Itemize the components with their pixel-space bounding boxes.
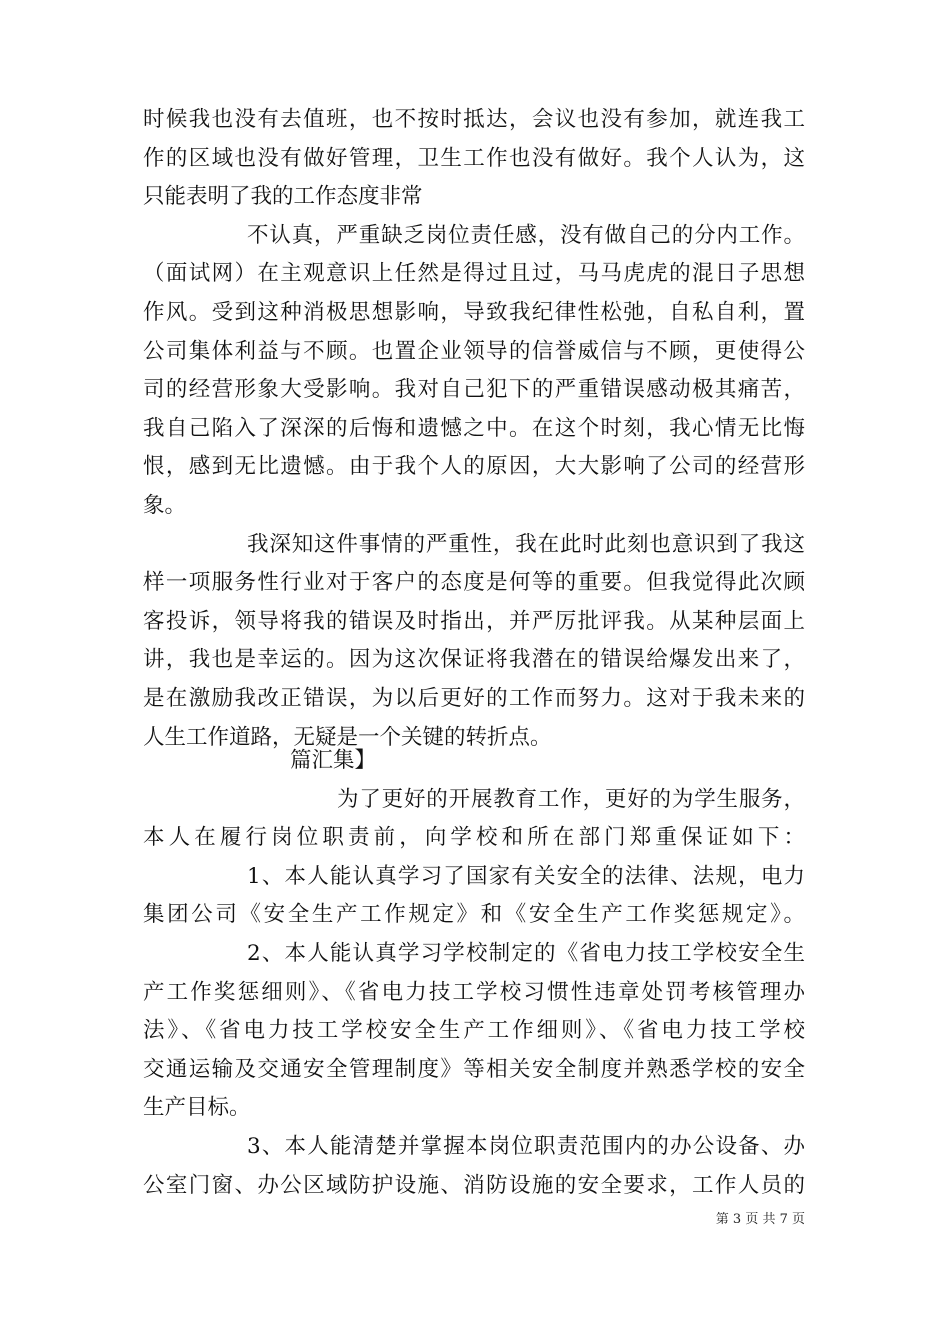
text-line: 为了更好的开展教育工作，更好的为学生服务， — [337, 786, 805, 812]
text-line: 生产目标。 — [143, 1095, 251, 1121]
list-item-2: 2、本人能认真学习学校制定的《省电力技工学校安全生 — [247, 941, 805, 967]
text-line: 作的区域也没有做好管理，卫生工作也没有做好。我个人认为，这 — [143, 145, 805, 171]
text-line: 作风。受到这种消极思想影响，导致我纪律性松弛，自私自利，置 — [143, 299, 805, 325]
text-line: 不认真，严重缺乏岗位责任感，没有做自己的分内工作。 — [247, 222, 805, 248]
text-line: 本人在履行岗位职责前，向学校和所在部门郑重保证如下： — [143, 825, 805, 851]
text-line: 产工作奖惩细则》、《省电力技工学校习惯性违章处罚考核管理办 — [143, 979, 805, 1005]
document-body — [143, 101, 805, 1205]
text-line: 法》、《省电力技工学校安全生产工作细则》、《省电力技工学校 — [143, 1018, 805, 1044]
text-line: 公司集体利益与不顾。也置企业领导的信誉威信与不顾，更使得公 — [143, 338, 805, 364]
text-line: 客投诉，领导将我的错误及时指出，并严厉批评我。从某种层面上 — [143, 608, 805, 634]
text-line: 公室门窗、办公区域防护设施、消防设施的安全要求，工作人员的 — [143, 1172, 805, 1198]
text-line: 集团公司《安全生产工作规定》和《安全生产工作奖惩规定》。 — [143, 902, 805, 928]
page-number: 第 3 页 共 7 页 — [715, 1212, 805, 1227]
text-line: 我深知这件事情的严重性，我在此时此刻也意识到了我这 — [247, 531, 805, 557]
list-item-3: 3、本人能清楚并掌握本岗位职责范围内的办公设备、办 — [247, 1134, 805, 1160]
text-line: （面试网）在主观意识上任然是得过且过，马马虎虎的混日子思想 — [143, 261, 805, 287]
text-line: 讲，我也是幸运的。因为这次保证将我潜在的错误给爆发出来了， — [143, 647, 805, 673]
text-line: 恨，感到无比遗憾。由于我个人的原因，大大影响了公司的经营形 — [143, 454, 805, 480]
text-line: 只能表明了我的工作态度非常 — [143, 184, 423, 210]
text-line: 样一项服务性行业对于客户的态度是何等的重要。但我觉得此次顾 — [143, 570, 805, 596]
list-item-1: 1、本人能认真学习了国家有关安全的法律、法规，电力 — [247, 863, 805, 889]
text-line: 交通运输及交通安全管理制度》等相关安全制度并熟悉学校的安全 — [143, 1056, 805, 1082]
section-heading: 篇汇集】 — [290, 748, 377, 774]
text-line: 是在激励我改正错误，为以后更好的工作而努力。这对于我未来的 — [143, 685, 805, 711]
text-line: 时候我也没有去值班，也不按时抵达，会议也没有参加，就连我工 — [143, 107, 805, 132]
text-line: 人生工作道路，无疑是一个关键的转折点。 — [143, 724, 552, 750]
text-line: 我自己陷入了深深的后悔和遗憾之中。在这个时刻，我心情无比悔 — [143, 415, 805, 441]
text-line: 象。 — [143, 492, 187, 518]
text-line: 司的经营形象大受影响。我对自己犯下的严重错误感动极其痛苦， — [143, 377, 805, 403]
